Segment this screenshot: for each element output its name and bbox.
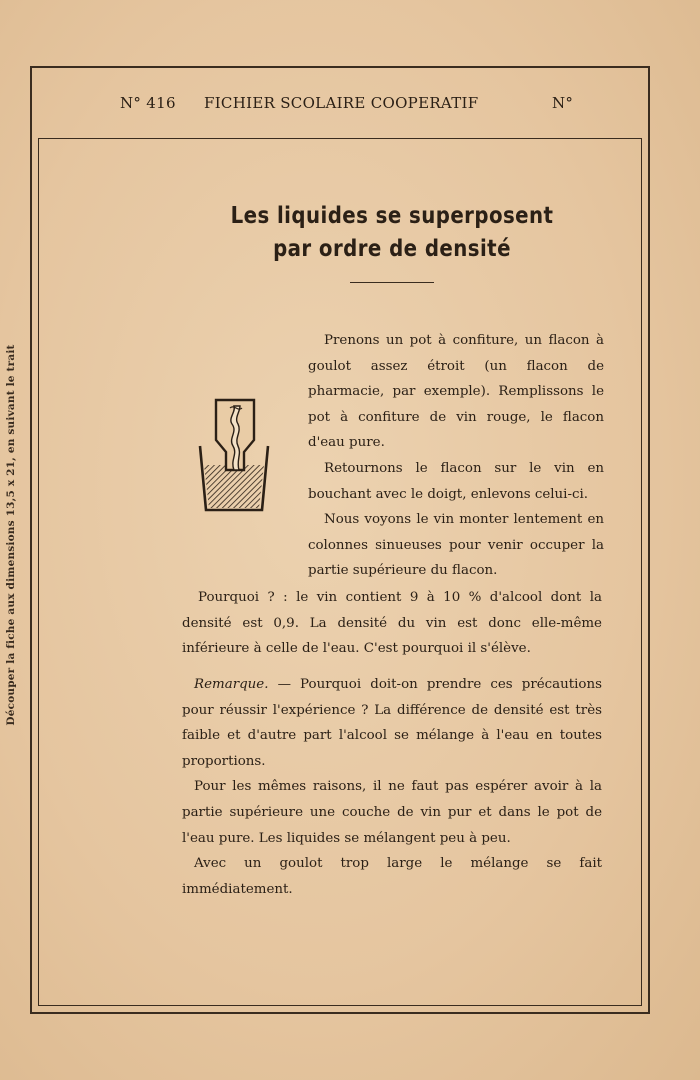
paragraph-remark <box>182 672 602 774</box>
paragraph-same-reasons: Pour les mêmes raisons, il ne faut pas espérer avoir à la partie supérieure une couche de vin pur et dans le pot de l'eau pure. Les liquides se mélangent peu à peu. <box>182 779 602 846</box>
header-title: FICHIER SCOLAIRE COOPERATIF <box>204 94 479 112</box>
intro-text <box>308 328 604 584</box>
paragraph-observation: Nous voyons le vin monter lentement en colonnes sinueuses pour venir occuper la partie supérieure du flacon. <box>308 512 604 579</box>
school-card <box>30 66 650 1014</box>
cut-instruction-text: Découper la fiche aux dimensions 13,5 x 21, en suivant le trait <box>5 344 17 726</box>
card-number: N° 416 <box>120 94 176 112</box>
card-header <box>32 94 648 118</box>
remark-label: Remarque. <box>194 677 269 692</box>
paragraph-experiment-setup: Prenons un pot à confiture, un flacon à goulot assez étroit (un flacon de pharmacie, par exemple). Remplissons le pot à confiture de vin rouge, le flacon d'eau pure. <box>308 333 604 451</box>
header-number-blank: N° <box>552 94 574 112</box>
title-line-2: par ordre de densité <box>273 236 511 262</box>
title-line-1: Les liquides se superposent <box>230 203 554 229</box>
explanation-text <box>182 585 602 662</box>
title-divider <box>350 282 434 283</box>
remark-text: — Pourquoi doit-on prendre ces précautions pour réussir l'expérience ? La différence de densité est très faible et d'autre part l'alcool se mélange à l'eau en toutes proportions. <box>182 677 602 769</box>
jar-with-inverted-flask-illustration <box>196 398 272 518</box>
paragraph-wide-neck: Avec un goulot trop large le mélange se fait immédiatement. <box>182 856 602 897</box>
cut-instruction <box>4 330 18 740</box>
paragraph-explanation: Pourquoi ? : le vin contient 9 à 10 % d'alcool dont la densité est 0,9. La densité du vin est donc elle-même inférieure à celle de l'eau. C'est pourquoi il s'élève. <box>182 590 602 657</box>
page-title <box>211 200 572 266</box>
paragraph-invert-flask: Retournons le flacon sur le vin en bouchant avec le doigt, enlevons celui-ci. <box>308 460 604 502</box>
remark-section <box>182 672 602 902</box>
